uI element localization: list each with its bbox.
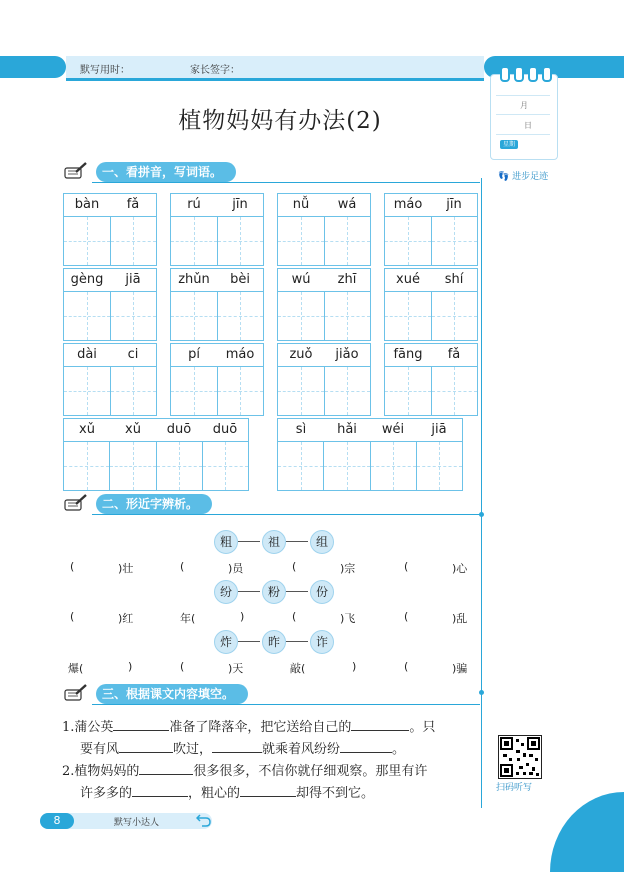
pinyin: pí	[188, 347, 200, 362]
blank-open: (	[70, 560, 75, 573]
writing-cell[interactable]	[385, 292, 432, 340]
calendar-ring-icon	[500, 66, 510, 82]
progress-label: 进步足迹	[512, 172, 549, 182]
pinyin: zhǔn	[178, 272, 210, 287]
pinyin: jiǎo	[335, 347, 359, 362]
pinyin: wú	[291, 272, 311, 287]
writing-cell[interactable]	[278, 367, 325, 415]
blank-word[interactable]: )天	[228, 662, 244, 675]
pinyin: rú	[187, 197, 201, 212]
pinyin-box	[63, 193, 157, 266]
char-chip: 组	[310, 530, 334, 554]
section-1-rule	[92, 182, 480, 183]
page-title: 植物妈妈有办法(2)	[178, 108, 382, 134]
pinyin: hǎi	[337, 422, 357, 437]
pinyin-box	[277, 343, 371, 416]
writing-cell[interactable]	[325, 217, 371, 265]
blank-open: (	[404, 560, 409, 573]
blank-word[interactable]: )	[128, 660, 133, 673]
writing-cell[interactable]	[64, 292, 111, 340]
pinyin-box	[384, 343, 478, 416]
writing-cell[interactable]	[171, 292, 218, 340]
fill-line-1	[62, 716, 435, 735]
char-chip: 纷	[214, 580, 238, 604]
char-chip: 粉	[262, 580, 286, 604]
pinyin-box-wide	[277, 418, 463, 491]
fill-text: 要有风	[80, 742, 120, 757]
answer-blank[interactable]	[113, 718, 169, 731]
pencil-book-icon	[64, 494, 88, 512]
writing-cell[interactable]	[64, 217, 111, 265]
char-chip: 诈	[310, 630, 334, 654]
calendar-ring-icon	[542, 66, 552, 82]
pinyin-box-wide	[63, 418, 249, 491]
pinyin-box	[63, 343, 157, 416]
char-chip: 祖	[262, 530, 286, 554]
pinyin: dài	[77, 347, 97, 362]
answer-blank[interactable]	[132, 784, 188, 797]
writing-cell[interactable]	[171, 217, 218, 265]
fill-text: 。只	[409, 720, 436, 735]
section-2-heading: 二、形近字辨析。	[96, 494, 212, 514]
writing-cell[interactable]	[417, 442, 462, 490]
answer-blank[interactable]	[340, 740, 392, 753]
writing-cell[interactable]	[64, 367, 111, 415]
pinyin: jiā	[125, 272, 141, 287]
pinyin: jiā	[431, 422, 447, 437]
fill-text: 就乘着风纷纷	[262, 742, 341, 757]
parent-sign-label: 家长签字：	[190, 65, 240, 76]
fill-text: 许多多的	[80, 786, 133, 801]
pinyin: xǔ	[79, 422, 95, 437]
pinyin: shí	[444, 272, 464, 287]
section-3-rule	[92, 704, 480, 705]
progress-footprint	[498, 169, 548, 182]
page-number: 8	[40, 813, 74, 829]
blank-word[interactable]: )	[352, 660, 357, 673]
answer-blank[interactable]	[139, 762, 193, 775]
pinyin: wéi	[381, 422, 405, 437]
writing-cell[interactable]	[325, 367, 371, 415]
answer-blank[interactable]	[240, 784, 296, 797]
qr-code-icon[interactable]	[498, 735, 542, 779]
section-2-rule	[92, 514, 480, 515]
writing-cell[interactable]	[171, 367, 218, 415]
pinyin: fāng	[393, 347, 423, 362]
answer-blank[interactable]	[212, 740, 262, 753]
right-margin-rule	[481, 178, 482, 808]
fill-text: 很多很多，不信你就仔细观察。那里有许	[193, 764, 428, 779]
pinyin-box	[384, 268, 478, 341]
pinyin-box	[170, 343, 264, 416]
writing-cell[interactable]	[278, 442, 324, 490]
pinyin: bàn	[74, 197, 100, 212]
pinyin: gèng	[70, 272, 104, 287]
calendar-ring-icon	[528, 66, 538, 82]
page-corner-decoration	[550, 792, 624, 872]
writing-cell[interactable]	[371, 442, 417, 490]
pinyin: fǎ	[126, 197, 140, 212]
footer-label: 默写小达人	[114, 818, 160, 828]
pinyin-box	[170, 268, 264, 341]
rule-dot	[479, 690, 484, 695]
writing-cell[interactable]	[324, 442, 370, 490]
time-label: 默写用时：	[80, 65, 130, 76]
dash	[238, 641, 260, 642]
pinyin: jīn	[446, 197, 462, 212]
pinyin: xué	[396, 272, 420, 287]
pinyin: máo	[393, 197, 423, 212]
blank-open: (	[404, 610, 409, 623]
blank-word[interactable]: )壮	[118, 562, 134, 575]
pinyin: bèi	[230, 272, 250, 287]
blank-open: (	[292, 610, 297, 623]
pencil-book-icon	[64, 684, 88, 702]
blank-word[interactable]: )红	[118, 612, 134, 625]
writing-cell[interactable]	[218, 367, 264, 415]
answer-blank[interactable]	[351, 718, 409, 731]
blank-word[interactable]: )心	[452, 562, 468, 575]
writing-cell[interactable]	[110, 442, 156, 490]
writing-cell[interactable]	[203, 442, 248, 490]
calendar-day: 日	[524, 121, 532, 130]
fill-text: 2.植物妈妈的	[62, 764, 140, 779]
blank-word[interactable]: )宗	[340, 562, 356, 575]
fill-line-3	[62, 760, 427, 779]
blank-open: (	[180, 560, 185, 573]
writing-cell[interactable]	[385, 367, 432, 415]
fill-text: 。	[392, 742, 406, 757]
writing-cell[interactable]	[111, 292, 157, 340]
pinyin: wá	[337, 197, 357, 212]
blank-open: 爆(	[68, 662, 84, 675]
blank-word[interactable]: )	[240, 610, 245, 623]
writing-cell[interactable]	[111, 217, 157, 265]
blank-open: 敲(	[290, 662, 306, 675]
writing-cell[interactable]	[64, 442, 110, 490]
fill-text: 准备了降落伞，把它送给自己的	[169, 720, 352, 735]
blank-word[interactable]: )乱	[452, 612, 468, 625]
writing-cell[interactable]	[111, 367, 157, 415]
writing-cell[interactable]	[278, 292, 325, 340]
pinyin: zuǒ	[289, 347, 313, 362]
pinyin: máo	[225, 347, 255, 362]
return-arrow-icon	[196, 814, 212, 828]
pinyin: zhī	[337, 272, 357, 287]
writing-cell[interactable]	[278, 217, 325, 265]
pinyin: jīn	[232, 197, 248, 212]
blank-open: (	[70, 610, 75, 623]
pinyin: sì	[295, 422, 307, 437]
char-chip: 份	[310, 580, 334, 604]
blank-open: 年(	[180, 612, 196, 625]
blank-word[interactable]: )骗	[452, 662, 468, 675]
dash	[286, 541, 308, 542]
pinyin: fǎ	[447, 347, 461, 362]
char-chip: 炸	[214, 630, 238, 654]
blank-word[interactable]: )飞	[340, 612, 356, 625]
writing-cell[interactable]	[157, 442, 203, 490]
char-chip: 粗	[214, 530, 238, 554]
calendar-month: 月	[520, 101, 528, 110]
pinyin-box	[277, 268, 371, 341]
footprint-icon: 👣	[498, 172, 510, 182]
writing-cell[interactable]	[385, 217, 432, 265]
dash	[238, 591, 260, 592]
fill-text: 吹过，	[173, 742, 213, 757]
writing-cell[interactable]	[218, 217, 264, 265]
scan-listen-label: 扫码听写	[496, 783, 533, 793]
answer-blank[interactable]	[119, 740, 173, 753]
writing-cell[interactable]	[325, 292, 371, 340]
fill-text: 1.蒲公英	[62, 720, 114, 735]
pinyin: duō	[212, 422, 238, 437]
pinyin: duō	[166, 422, 192, 437]
fill-text: ，粗心的	[188, 786, 241, 801]
pinyin: nǚ	[292, 197, 310, 212]
pinyin-box	[170, 193, 264, 266]
char-chip: 昨	[262, 630, 286, 654]
blank-open: (	[292, 560, 297, 573]
pencil-book-icon	[64, 162, 88, 180]
pinyin-box	[384, 193, 478, 266]
dash	[286, 641, 308, 642]
fill-text: 却得不到它。	[296, 786, 375, 801]
writing-cell[interactable]	[432, 292, 478, 340]
calendar-weekday-badge: 星期	[500, 140, 518, 149]
pinyin-box	[277, 193, 371, 266]
section-3-heading: 三、根据课文内容填空。	[96, 684, 248, 704]
section-1-heading: 一、看拼音，写词语。	[96, 162, 236, 182]
dash	[238, 541, 260, 542]
calendar-line	[496, 95, 550, 96]
dash	[286, 591, 308, 592]
pinyin: ci	[127, 347, 139, 362]
calendar-ring-icon	[514, 66, 524, 82]
pinyin: xǔ	[125, 422, 141, 437]
fill-line-2	[80, 738, 405, 757]
pinyin-box	[63, 268, 157, 341]
fill-line-4	[80, 782, 374, 801]
writing-cell[interactable]	[432, 367, 478, 415]
blank-open: (	[180, 660, 185, 673]
blank-open: (	[404, 660, 409, 673]
blank-word[interactable]: )员	[228, 562, 244, 575]
header-left-tab	[0, 56, 66, 78]
writing-cell[interactable]	[218, 292, 264, 340]
writing-cell[interactable]	[432, 217, 478, 265]
